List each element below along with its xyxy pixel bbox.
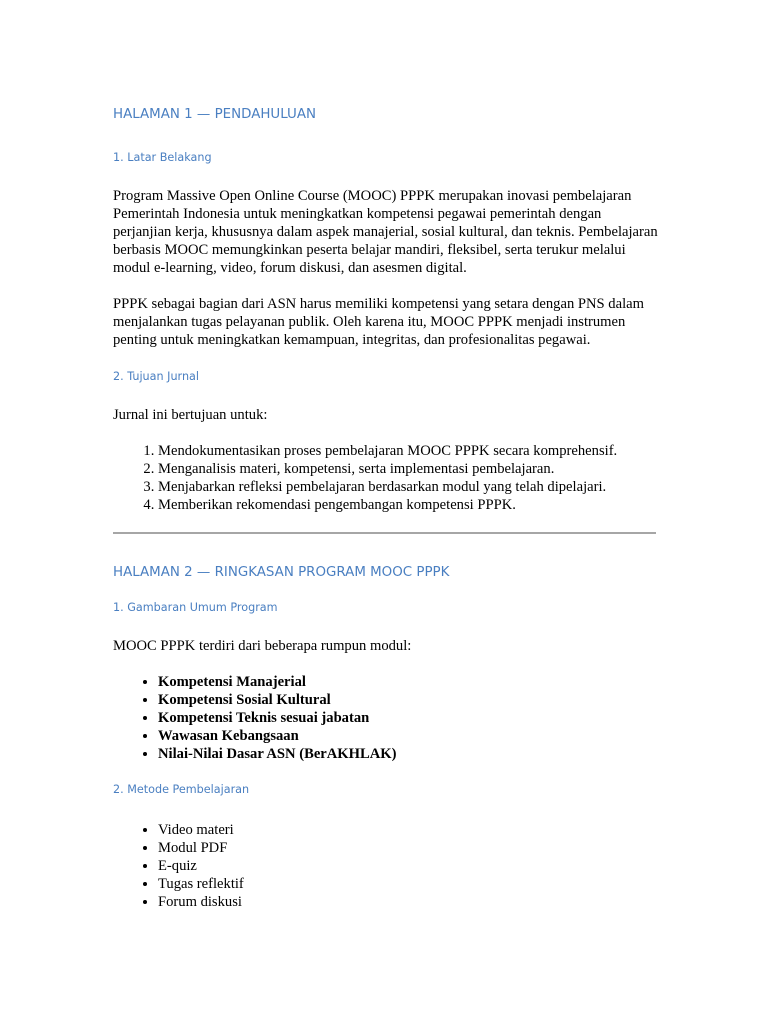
- list-item: • E-quiz: [158, 857, 658, 875]
- list-item: 2. Menganalisis materi, kompetensi, serta implementasi pembelajaran.: [158, 460, 658, 478]
- list-item: • Video materi: [158, 821, 658, 839]
- document-content: [113, 104, 658, 911]
- paragraph-latar-belakang-1: Program Massive Open Online Course (MOOC) PPPK merupakan inovasi pembelajaran Pemerintah Indonesia untuk meningkatkan kompetensi pegawai pemerintah dengan perjanjian kerja, khususnya dalam aspek manajerial, sosial kultural, dan teknis. Pembelajaran berbasis MOOC memungkinkan peserta belajar mandiri, fleksibel, serta terukur melalui modul e-learning, video, forum diskusi, dan asesmen digital.: [113, 188, 658, 276]
- paragraph-latar-belakang-2: PPPK sebagai bagian dari ASN harus memiliki kompetensi yang setara dengan PNS dalam menjalankan tugas pelayanan publik. Oleh karena itu, MOOC PPPK menjadi instrumen penting untuk meningkatkan kemampuan, integritas, dan profesionalitas pegawai.: [113, 296, 644, 348]
- section-title-gambaran-umum: 1. Gambaran Umum Program: [113, 601, 278, 614]
- tujuan-list: [113, 442, 658, 514]
- section-title-metode: 2. Metode Pembelajaran: [113, 783, 250, 796]
- metode-list: [113, 821, 658, 911]
- list-item: • Kompetensi Teknis sesuai jabatan: [158, 709, 658, 727]
- list-item: • Kompetensi Sosial Kultural: [158, 691, 658, 709]
- list-item: 1. Mendokumentasikan proses pembelajaran MOOC PPPK secara komprehensif.: [158, 442, 658, 460]
- list-item: • Nilai-Nilai Dasar ASN (BerAKHLAK): [158, 745, 658, 763]
- list-item: • Tugas reflektif: [158, 875, 658, 893]
- section-title-latar-belakang: 1. Latar Belakang: [113, 151, 212, 164]
- list-item: • Wawasan Kebangsaan: [158, 727, 658, 745]
- page1-heading: HALAMAN 1 — PENDAHULUAN: [113, 107, 316, 122]
- list-item: 4. Memberikan rekomendasi pengembangan kompetensi PPPK.: [158, 496, 658, 514]
- list-item: • Forum diskusi: [158, 893, 658, 911]
- page2-heading: HALAMAN 2 — RINGKASAN PROGRAM MOOC PPPK: [113, 565, 450, 580]
- list-item: • Modul PDF: [158, 839, 658, 857]
- list-item: 3. Menjabarkan refleksi pembelajaran berdasarkan modul yang telah dipelajari.: [158, 478, 658, 496]
- modul-list: [113, 673, 658, 763]
- gambaran-intro: MOOC PPPK terdiri dari beberapa rumpun modul:: [113, 638, 412, 654]
- tujuan-intro: Jurnal ini bertujuan untuk:: [113, 407, 268, 423]
- section-title-tujuan-jurnal: 2. Tujuan Jurnal: [113, 370, 200, 383]
- list-item: • Kompetensi Manajerial: [158, 673, 658, 691]
